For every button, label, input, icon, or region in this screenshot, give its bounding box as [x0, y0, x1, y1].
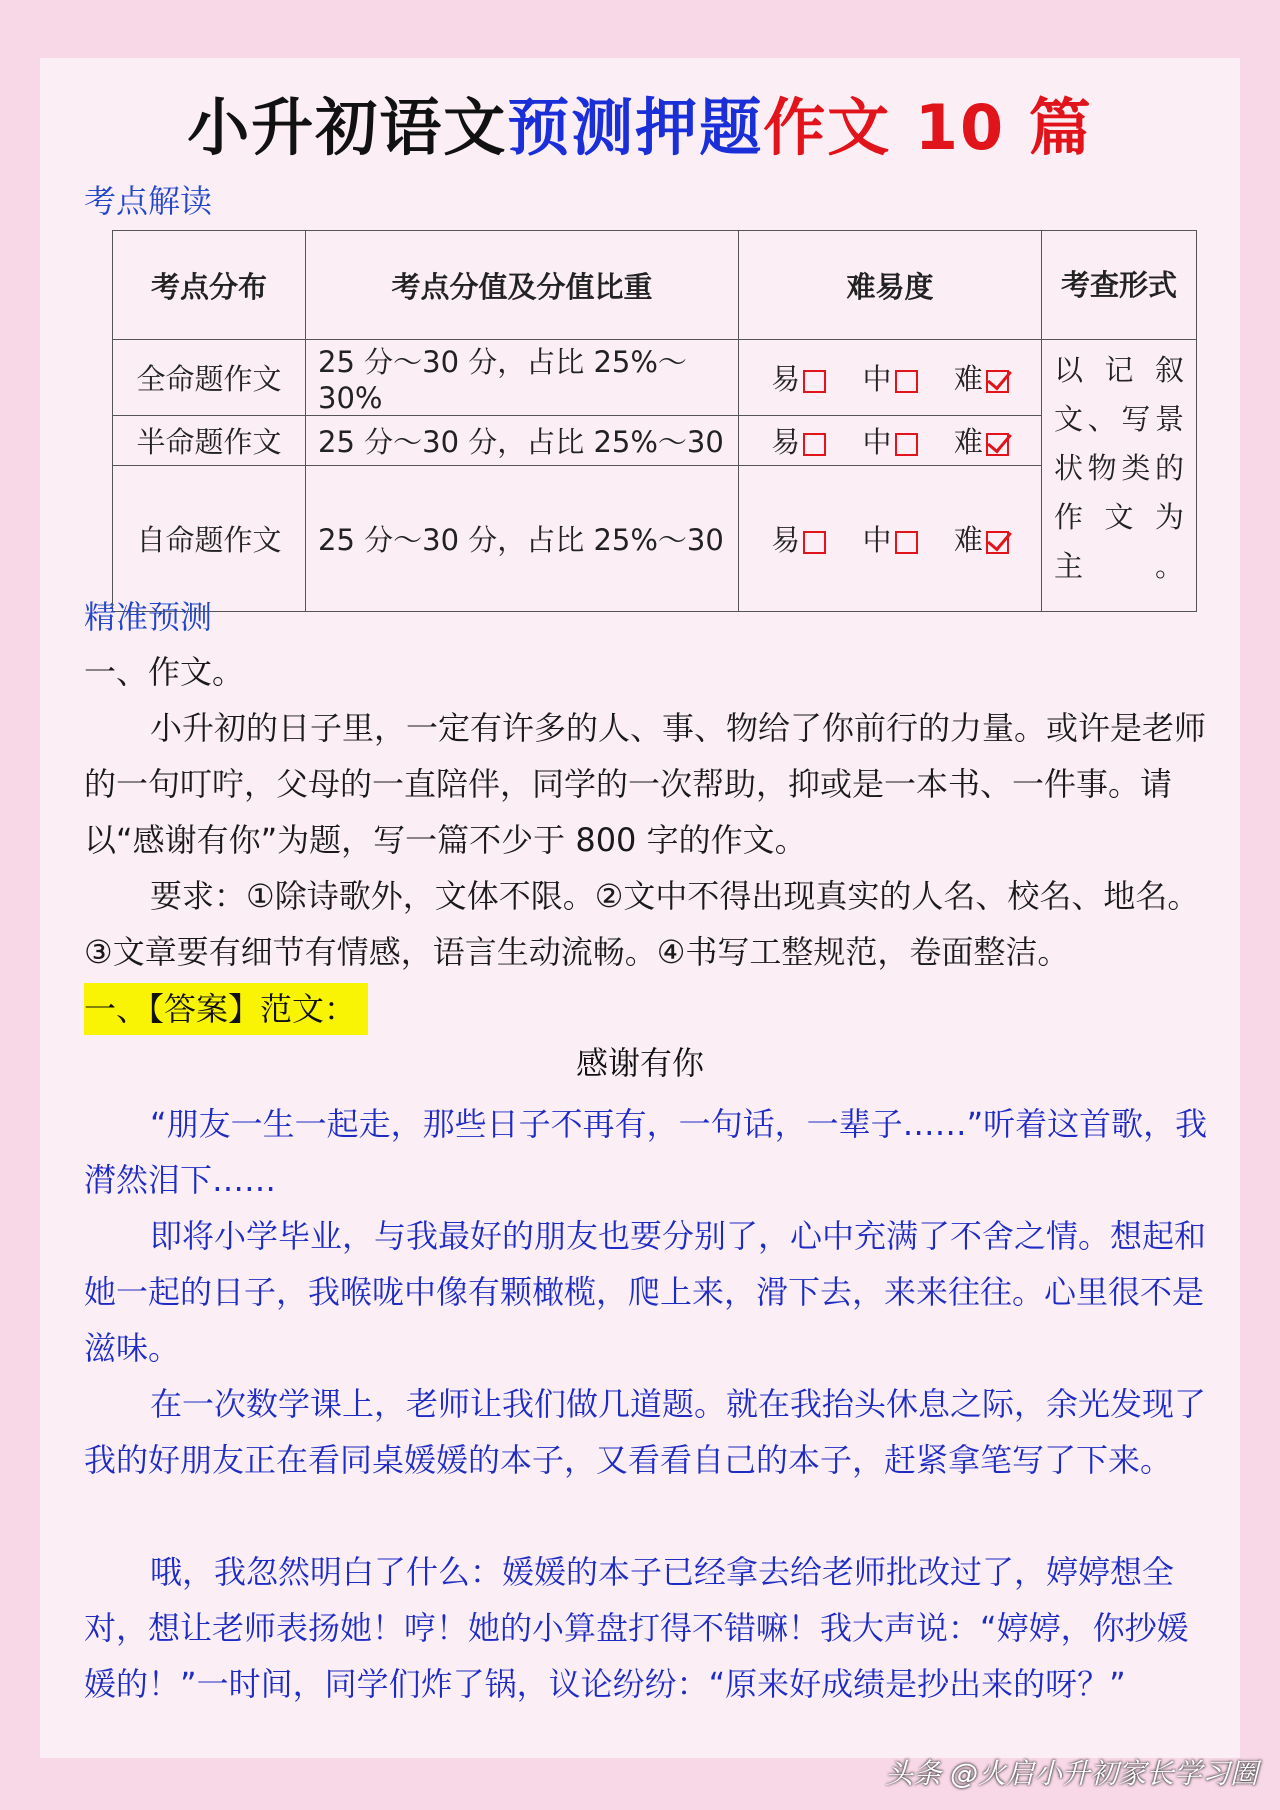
- essay-paragraph: 即将小学毕业，与我最好的朋友也要分别了，心中充满了不舍之情。想起和她一起的日子，我喉咙中像有颗橄榄，爬上来，滑下去，来来往往。心里很不是滋味。: [84, 1217, 1207, 1367]
- title-part-blue: 预测押题: [507, 91, 764, 164]
- table-cell-type: 半命题作文: [113, 416, 306, 466]
- table-row: [113, 340, 1197, 416]
- table-row: [113, 416, 1197, 466]
- difficulty-medium: [862, 357, 917, 398]
- difficulty-hard: [954, 518, 1009, 559]
- difficulty-medium-label: 中: [862, 425, 892, 459]
- table-cell-score: 25 分～30 分，占比 25%～30: [306, 466, 739, 612]
- essay-paragraph: “朋友一生一起走，那些日子不再有，一句话，一辈子……”听着这首歌，我潸然泪下……: [84, 1105, 1208, 1199]
- difficulty-easy-label: 易: [771, 425, 801, 459]
- checked-box-icon: [986, 370, 1009, 393]
- table-cell-form: 以记叙文、写景状物类的作文为主。: [1042, 340, 1197, 612]
- difficulty-hard-label: 难: [953, 362, 983, 396]
- unchecked-box-icon: [895, 370, 918, 393]
- table-cell-difficulty: [739, 340, 1042, 416]
- difficulty-hard: [954, 357, 1009, 398]
- essay-paragraph: 哦，我忽然明白了什么：媛媛的本子已经拿去给老师批改过了，婷婷想全对，想让老师表扬她！哼！她的小算盘打得不错嘛！我大声说：“婷婷，你抄媛媛的！”一时间，同学们炸了锅，议论纷纷：“原来好成绩是抄出来的呀？”: [84, 1553, 1189, 1703]
- unchecked-box-icon: [803, 531, 826, 554]
- exam-points-table: [112, 230, 1197, 612]
- difficulty-hard: [954, 420, 1009, 461]
- table-cell-score: 25 分～30 分，占比 25%～30: [306, 416, 739, 466]
- table-header-row: [113, 231, 1197, 340]
- answer-label: 一、【答案】范文：: [84, 983, 368, 1035]
- table-header-cell: 考点分布: [113, 231, 306, 340]
- table-header-cell: 考查形式: [1042, 231, 1197, 340]
- unchecked-box-icon: [895, 531, 918, 554]
- table-cell-score: 25 分～30 分，占比 25%～30%: [306, 340, 739, 416]
- difficulty-easy-label: 易: [771, 362, 801, 396]
- section-heading-prediction: 精准预测: [84, 598, 213, 636]
- unchecked-box-icon: [803, 370, 826, 393]
- checked-box-icon: [986, 531, 1009, 554]
- essay-paragraph: 在一次数学课上，老师让我们做几道题。就在我抬头休息之际，余光发现了我的好朋友正在看同桌媛媛的本子，又看看自己的本子，赶紧拿笔写了下来。: [84, 1385, 1207, 1479]
- title-part-black: 小升初语文: [187, 91, 508, 164]
- table-header-cell: 考点分值及分值比重: [306, 231, 739, 340]
- difficulty-easy: [771, 518, 826, 559]
- difficulty-medium-label: 中: [862, 362, 892, 396]
- table-cell-type: 全命题作文: [113, 340, 306, 416]
- difficulty-easy: [771, 420, 826, 461]
- difficulty-medium: [862, 518, 917, 559]
- watermark: 头条 @火启小升初家长学习圈: [885, 1757, 1258, 1790]
- table-row: [113, 466, 1197, 612]
- question-heading: 一、作文。: [84, 653, 245, 691]
- page-title: [40, 78, 1240, 167]
- section-heading-exam-points: 考点解读: [84, 182, 213, 220]
- table-header-cell: 难易度: [739, 231, 1042, 340]
- question-paragraph: 小升初的日子里，一定有许多的人、事、物给了你前行的力量。或许是老师的一句叮咛，父母的一直陪伴，同学的一次帮助，抑或是一本书、一件事。请以“感谢有你”为题，写一篇不少于 800 字的作文。: [84, 709, 1207, 859]
- document-page: [40, 58, 1240, 1758]
- difficulty-easy: [771, 357, 826, 398]
- table-cell-difficulty: [739, 466, 1042, 612]
- table-cell-difficulty: [739, 416, 1042, 466]
- difficulty-hard-label: 难: [953, 523, 983, 557]
- requirements-paragraph: 要求：①除诗歌外，文体不限。②文中不得出现真实的人名、校名、地名。③文章要有细节有情感，语言生动流畅。④书写工整规范，卷面整洁。: [84, 877, 1200, 971]
- difficulty-hard-label: 难: [953, 425, 983, 459]
- title-part-red: 作文 10 篇: [763, 91, 1093, 164]
- difficulty-medium: [862, 420, 917, 461]
- unchecked-box-icon: [895, 433, 918, 456]
- difficulty-medium-label: 中: [862, 523, 892, 557]
- difficulty-easy-label: 易: [771, 523, 801, 557]
- checked-box-icon: [986, 433, 1009, 456]
- table-cell-type: 自命题作文: [113, 466, 306, 612]
- essay-title: 感谢有你: [575, 1044, 704, 1082]
- unchecked-box-icon: [803, 433, 826, 456]
